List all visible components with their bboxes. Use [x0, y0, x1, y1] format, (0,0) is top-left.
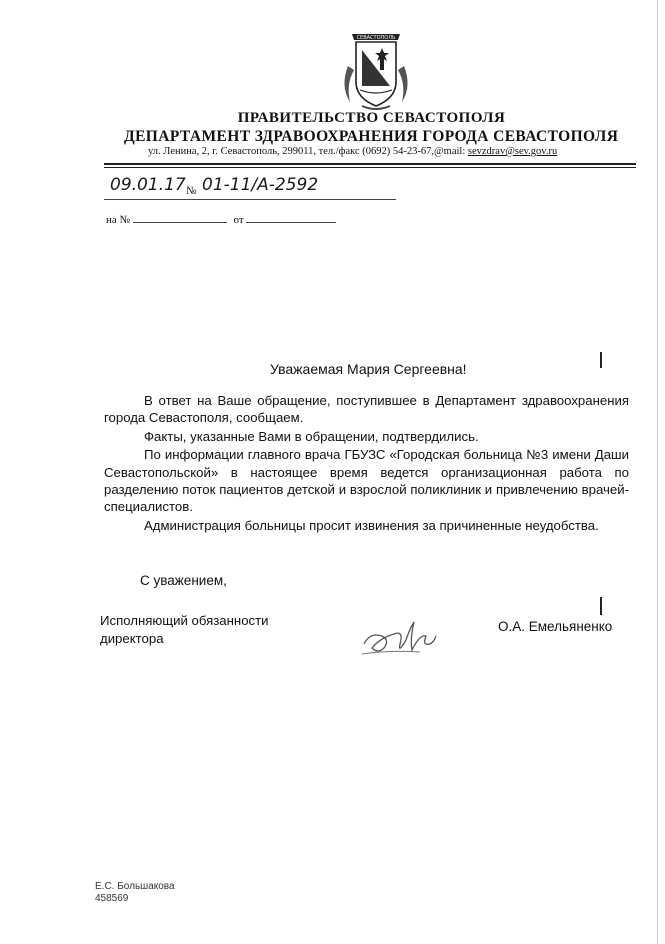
org-title-department: ДЕПАРТАМЕНТ ЗДРАВООХРАНЕНИЯ ГОРОДА СЕВАСТОПОЛЯ	[124, 128, 619, 145]
signature-icon	[360, 614, 438, 660]
signer-position-line2: директора	[100, 631, 164, 646]
reference-date-label: от	[233, 214, 244, 226]
executor-name: Е.С. Большакова	[95, 881, 175, 892]
letter-paragraph: По информации главного врача ГБУЗС «Городская больница №3 имени Даши Севастопольской» в настоящее время ведется организационная работа по разделению поток пациентов детской и взрослой поликлиник и привлечению врачей-специалистов.	[104, 447, 629, 515]
org-contacts	[148, 146, 557, 157]
reference-line	[106, 214, 336, 226]
org-email: sevzdrav@sev.gov.ru	[467, 146, 558, 157]
reference-number-blank	[133, 222, 227, 223]
reference-number-label: на №	[106, 214, 131, 226]
executor-info	[95, 881, 175, 905]
reference-date-blank	[246, 222, 336, 223]
header-rule	[104, 163, 636, 165]
org-address: ул. Ленина, 2, г. Севастополь, 299011, тел./факс (0692) 54-23-67,@mail:	[148, 146, 468, 157]
registration-date: 09.01.17	[110, 175, 186, 195]
header-rule-thin	[104, 167, 636, 168]
signer-name: О.А. Емельяненко	[498, 619, 613, 634]
scan-edge	[657, 0, 658, 944]
org-title-government: ПРАВИТЕЛЬСТВО СЕВАСТОПОЛЯ	[237, 110, 506, 126]
letter-greeting: Уважаемая Мария Сергеевна!	[270, 361, 467, 377]
letter-paragraph: Факты, указанные Вами в обращении, подтвердились.	[144, 428, 479, 444]
letter-body	[104, 392, 629, 534]
executor-phone: 458569	[95, 893, 129, 904]
signer-position	[100, 612, 269, 648]
margin-mark	[600, 352, 602, 368]
registration-number-label: №	[186, 185, 197, 197]
letter-paragraph: Администрация больницы просит извинения за причиненные неудобства.	[144, 517, 599, 533]
letter-closing: С уважением,	[140, 573, 227, 588]
signer-position-line1: Исполняющий обязанности	[100, 613, 269, 628]
svg-text:СЕВАСТОПОЛЬ: СЕВАСТОПОЛЬ	[356, 35, 396, 41]
letter-paragraph: В ответ на Ваше обращение, поступившее в Департамент здравоохранения города Севастополя, сообщаем.	[104, 393, 629, 426]
coat-of-arms-icon	[340, 26, 412, 112]
margin-mark	[600, 597, 602, 615]
registration-underline	[104, 199, 396, 200]
registration-number: 01-11/А-2592	[202, 175, 319, 195]
